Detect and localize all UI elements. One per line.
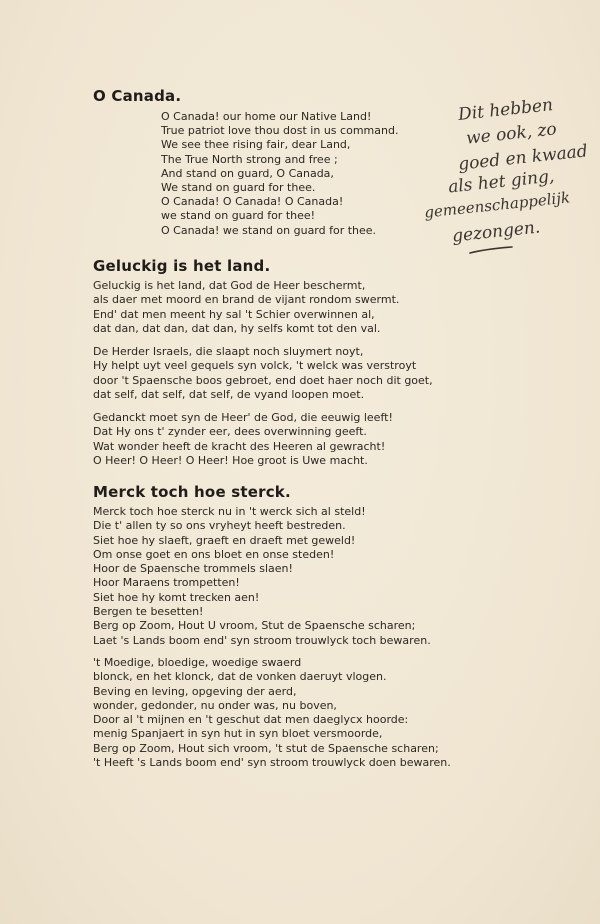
verse-line: door 't Spaensche boos gebroet, end doet haer noch dit goet,	[93, 373, 433, 387]
verse-line: O Canada! we stand on guard for thee.	[161, 223, 377, 237]
verse-line: Om onse goet en ons bloet en onse steden!	[93, 547, 335, 561]
verse-line: Bergen te besetten!	[93, 605, 204, 619]
verse-line: Hoor de Spaensche trommels slaen!	[93, 562, 293, 576]
stanza-merck-2	[93, 656, 451, 770]
verse-line: blonck, en het klonck, dat de vonken daeruyt vlogen.	[93, 670, 387, 684]
stanza-merck-1	[93, 505, 431, 648]
stanza-geluckig-3	[93, 411, 393, 468]
verse-line: We stand on guard for thee.	[161, 181, 316, 195]
verse-line: Berg op Zoom, Hout sich vroom, 't stut de Spaensche scharen;	[93, 741, 439, 755]
verse-line: Gedanckt moet syn de Heer' de God, die eeuwig leeft!	[93, 411, 393, 424]
handwritten-note-line: als het ging,	[447, 166, 556, 198]
verse-line: Hoor Maraens trompetten!	[93, 576, 240, 590]
verse-line: Dat Hy ons t' zynder eer, dees overwinning geeft.	[93, 425, 367, 439]
handwritten-note-line: goed en kwaad	[457, 141, 589, 175]
handwritten-underline	[468, 244, 514, 256]
verse-line: We see thee rising fair, dear Land,	[161, 138, 351, 152]
stanza-o-canada-1	[161, 110, 398, 238]
verse-line: The True North strong and free ;	[161, 152, 338, 166]
verse-line: And stand on guard, O Canada,	[161, 166, 334, 180]
verse-line: menig Spanjaert in syn hut in syn bloet versmoorde,	[93, 727, 383, 741]
verse-line: wonder, gedonder, nu onder was, nu boven,	[93, 698, 337, 712]
stanza-geluckig-1	[93, 279, 399, 336]
verse-line: O Heer! O Heer! O Heer! Hoe groot is Uwe macht.	[93, 453, 368, 467]
verse-line: O Canada! O Canada! O Canada!	[161, 195, 344, 209]
song-title-o-canada: O Canada.	[93, 87, 182, 105]
verse-line: True patriot love thou dost in us command.	[161, 124, 399, 138]
verse-line: Wat wonder heeft de kracht des Heeren al gewracht!	[93, 439, 386, 453]
verse-line: 't Moedige, bloedige, woedige swaerd	[93, 656, 302, 669]
verse-line: Siet hoe hy komt trecken aen!	[93, 590, 260, 604]
verse-line: Beving en leving, opgeving der aerd,	[93, 684, 297, 698]
verse-line: Door al 't mijnen en 't geschut dat men daeglycx hoorde:	[93, 713, 409, 727]
verse-line: dat self, dat self, dat self, de vyand loopen moet.	[93, 387, 365, 401]
song-title-merck: Merck toch hoe sterck.	[93, 483, 291, 501]
verse-line: Geluckig is het land, dat God de Heer beschermt,	[93, 279, 366, 292]
verse-line: 't Heeft 's Lands boom end' syn stroom trouwlyck doen bewaren.	[93, 756, 451, 770]
verse-line: Siet hoe hy slaeft, graeft en draeft met geweld!	[93, 533, 356, 547]
handwritten-note-line: gemeenschappelijk	[423, 188, 571, 222]
verse-line: Merck toch hoe sterck nu in 't werck sich al steld!	[93, 505, 366, 518]
verse-line: als daer met moord en brand de vijant rondom swermt.	[93, 293, 400, 307]
song-title-geluckig: Geluckig is het land.	[93, 257, 271, 275]
handwritten-note-line: Dit hebben	[457, 95, 554, 125]
verse-line: Laet 's Lands boom end' syn stroom trouwlyck toch bewaren.	[93, 633, 431, 647]
handwritten-note-line: we ook, zo	[465, 119, 558, 149]
handwritten-note-line: gezongen.	[451, 217, 542, 247]
verse-line: dat dan, dat dan, dat dan, hy selfs komt tot den val.	[93, 321, 381, 335]
verse-line: De Herder Israels, die slaapt noch sluymert noyt,	[93, 345, 364, 358]
verse-line: Hy helpt uyt veel gequels syn volck, 't welck was verstroyt	[93, 359, 417, 373]
verse-line: Die t' allen ty so ons vryheyt heeft bestreden.	[93, 519, 346, 533]
verse-line: O Canada! our home our Native Land!	[161, 110, 372, 123]
verse-line: End' dat men meent hy sal 't Schier overwinnen al,	[93, 307, 375, 321]
verse-line: we stand on guard for thee!	[161, 209, 316, 223]
verse-line: Berg op Zoom, Hout U vroom, Stut de Spaensche scharen;	[93, 619, 416, 633]
stanza-geluckig-2	[93, 345, 433, 402]
